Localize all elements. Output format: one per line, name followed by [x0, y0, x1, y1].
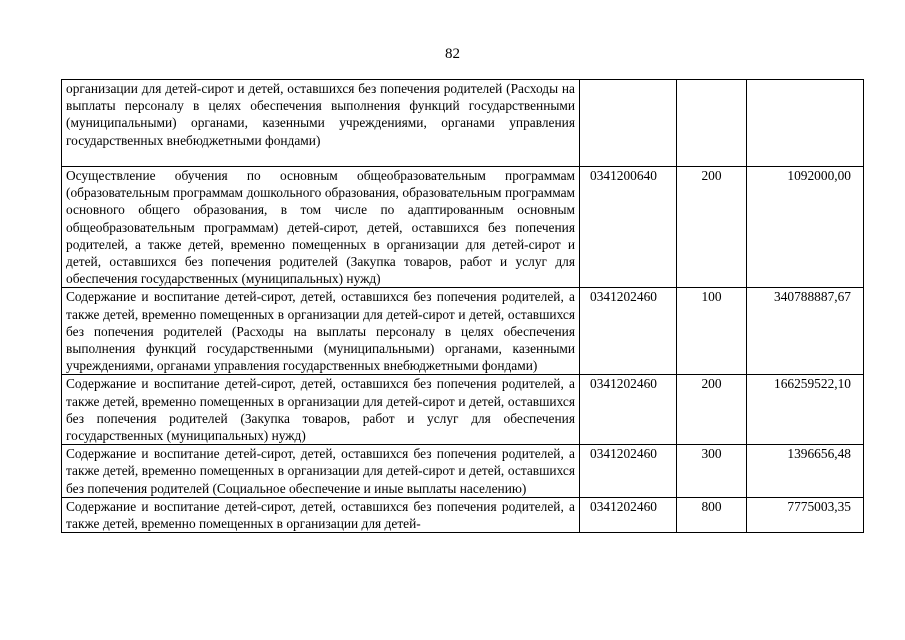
- row-description: Содержание и воспитание детей-сирот, детей, оставшихся без попечения родителей, а также детей, временно помещенных в организации для детей-сирот и детей, оставшихся без попечения родителей (Расходы на выплаты персоналу в целях обеспечения выполнения функций государственными (муниципальными) органами, казенными учреждениями, органами управления государственных внебюджетными фондами): [62, 288, 580, 375]
- row-description: организации для детей-сирот и детей, оставшихся без попечения родителей (Расходы на выплаты персоналу в целях обеспечения выполнения функций государственными (муниципальными) органами, казенными учреждениями, органами управления государственных внебюджетными фондами): [62, 80, 580, 167]
- row-amount: 1092000,00: [747, 167, 864, 288]
- row-amount: 7775003,35: [747, 497, 864, 532]
- table-row: [62, 80, 864, 167]
- row-expense-type: 200: [677, 375, 747, 445]
- row-amount: 1396656,48: [747, 445, 864, 498]
- row-expense-type: 100: [677, 288, 747, 375]
- row-expense-type: [677, 80, 747, 167]
- table-row: [62, 497, 864, 532]
- row-amount: 166259522,10: [747, 375, 864, 445]
- row-description: Содержание и воспитание детей-сирот, детей, оставшихся без попечения родителей, а также детей, временно помещенных в организации для детей-: [62, 497, 580, 532]
- page-number: 82: [445, 46, 460, 62]
- row-target-code: 0341202460: [580, 497, 677, 532]
- row-description: Содержание и воспитание детей-сирот, детей, оставшихся без попечения родителей, а также детей, временно помещенных в организации для детей-сирот и детей, оставшихся без попечения родителей (Социальное обеспечение и иные выплаты населению): [62, 445, 580, 498]
- table-row: [62, 167, 864, 288]
- table-row: [62, 445, 864, 498]
- row-description: Содержание и воспитание детей-сирот, детей, оставшихся без попечения родителей, а также детей, временно помещенных в организации для детей-сирот и детей, оставшихся без попечения родителей (Закупка товаров, работ и услуг для обеспечения государственных (муниципальных) нужд): [62, 375, 580, 445]
- row-target-code: [580, 80, 677, 167]
- budget-table: [61, 79, 864, 533]
- row-expense-type: 300: [677, 445, 747, 498]
- row-amount: 340788887,67: [747, 288, 864, 375]
- table-row: [62, 288, 864, 375]
- row-target-code: 0341202460: [580, 288, 677, 375]
- row-amount: [747, 80, 864, 167]
- row-expense-type: 200: [677, 167, 747, 288]
- row-target-code: 0341202460: [580, 375, 677, 445]
- table-row: [62, 375, 864, 445]
- row-expense-type: 800: [677, 497, 747, 532]
- row-target-code: 0341202460: [580, 445, 677, 498]
- row-description: Осуществление обучения по основным общеобразовательным программам (образовательным программам дошкольного образования, образовательным программам основного общего образования, в том числе по адаптированным основным общеобразовательным программам) детей-сирот, детей, оставшихся без попечения родителей, а также детей, временно помещенных в организации для детей-сирот и детей, оставшихся без попечения родителей (Закупка товаров, работ и услуг для обеспечения государственных (муниципальных) нужд): [62, 167, 580, 288]
- row-target-code: 0341200640: [580, 167, 677, 288]
